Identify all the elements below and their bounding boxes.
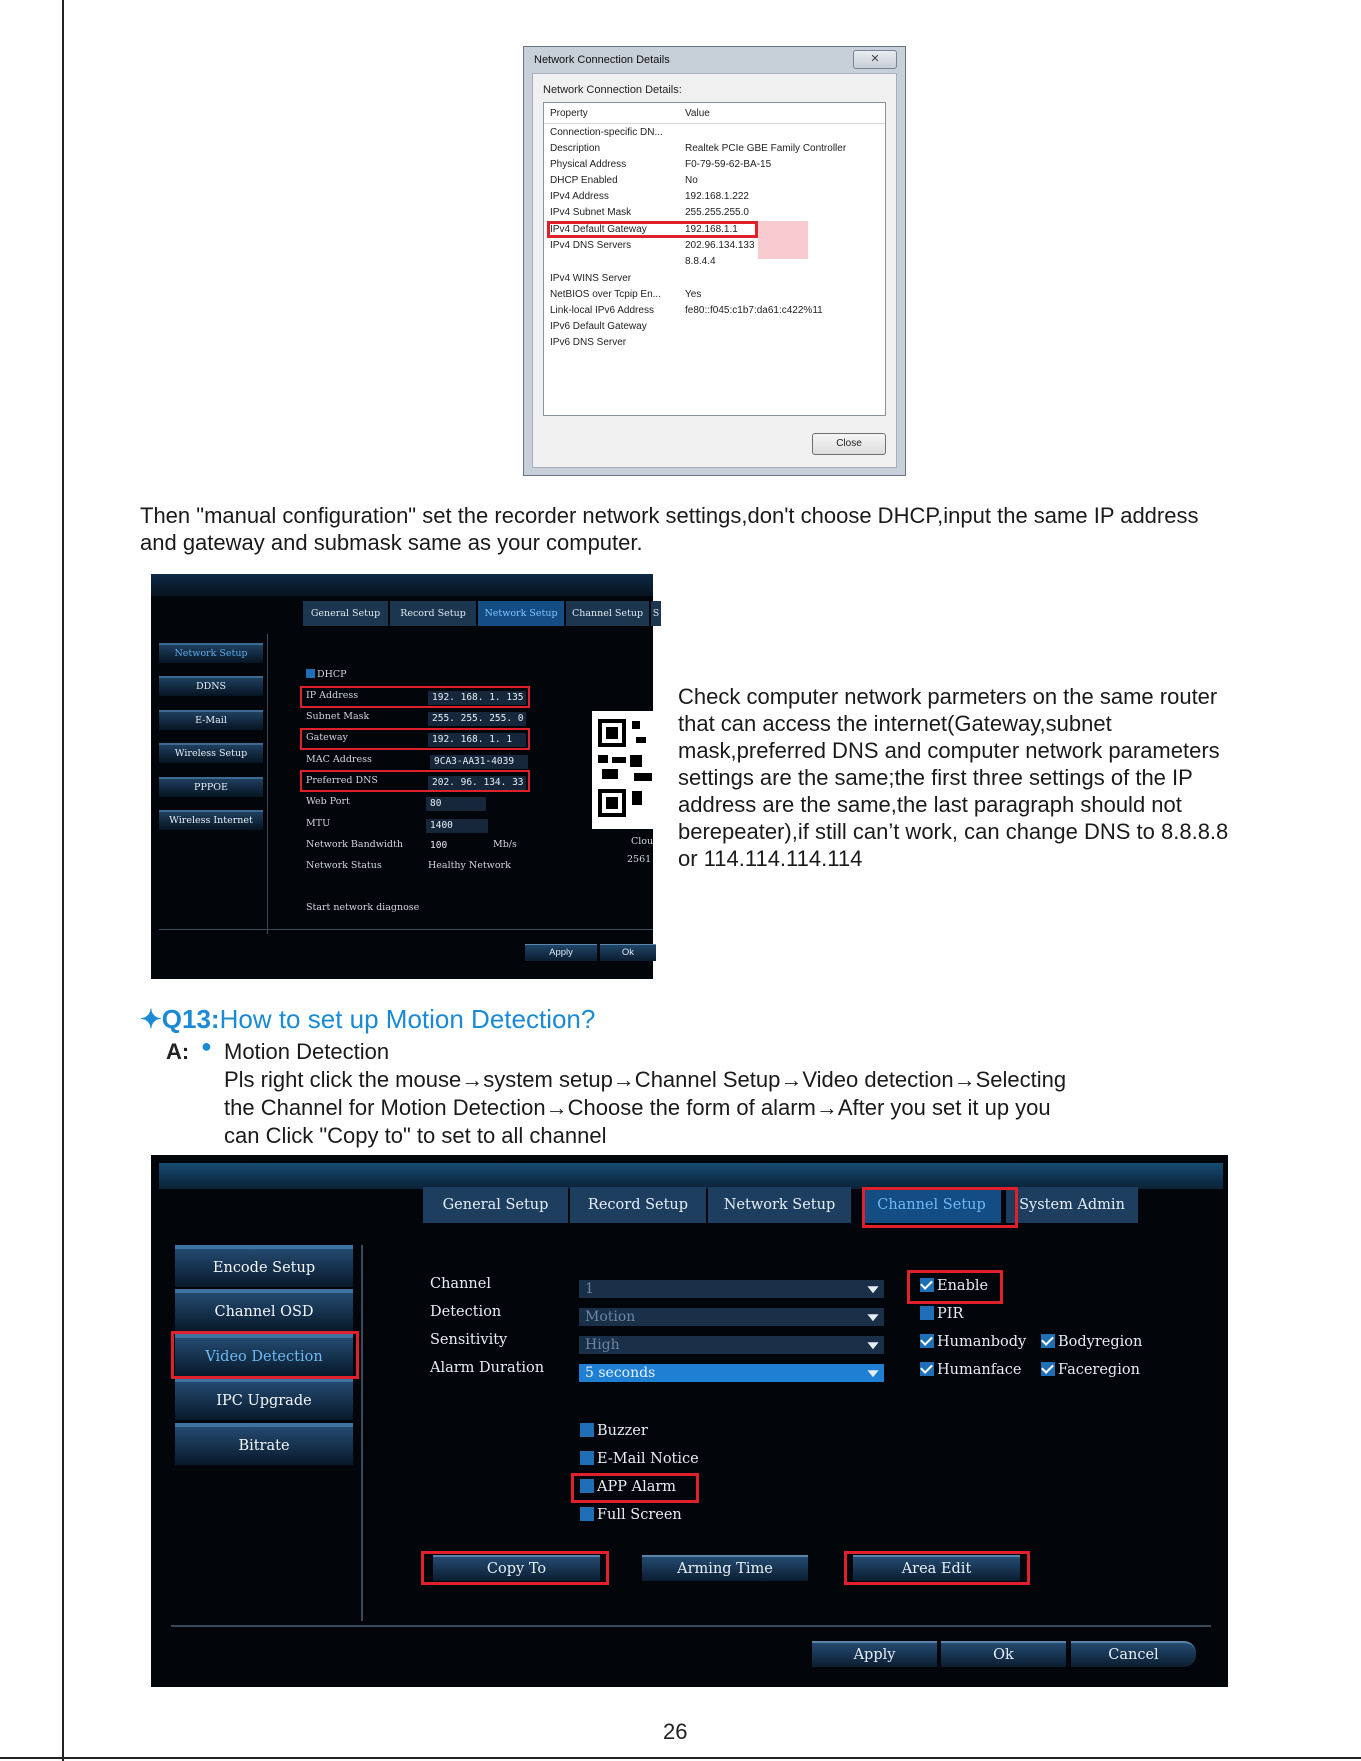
mtu-select[interactable]: 1400 [426, 819, 488, 833]
sidebar-item-video-detection[interactable]: Video Detection [175, 1334, 353, 1376]
tab-network-setup[interactable]: Network Setup [708, 1187, 851, 1223]
tab-system-admin[interactable]: System Admin [1006, 1187, 1138, 1223]
sidebar-item-network-setup[interactable]: Network Setup [159, 643, 263, 663]
tab-network-setup[interactable]: Network Setup [478, 601, 564, 626]
sidebar-item-encode-setup[interactable]: Encode Setup [175, 1245, 353, 1287]
alarm-duration-label: Alarm Duration [430, 1360, 545, 1376]
copy-to-highlight [421, 1551, 609, 1585]
list-item: IPv4 WINS Server [550, 273, 632, 284]
sidebar-item-pppoe[interactable]: PPPOE [159, 777, 263, 797]
chevron-down-icon [865, 1310, 881, 1324]
area-edit-button[interactable]: Area Edit [853, 1555, 1020, 1581]
list-item: NetBIOS over Tcpip En... Yes [550, 289, 702, 300]
list-item: DHCP Enabled No [550, 175, 698, 186]
bullet-icon: ● [201, 1036, 212, 1056]
tab-channel-setup[interactable]: Channel Setup [566, 601, 649, 626]
details-list [543, 102, 886, 416]
instruction-line-1: Pls right click the mouse→system setup→Channel Setup→Video detection→Selecting [224, 1067, 1067, 1092]
channel-select[interactable]: 1 [579, 1280, 884, 1298]
dialog-title: Network Connection Details [534, 54, 670, 66]
list-item: 8.8.4.4 [685, 256, 716, 267]
enable-checkbox[interactable]: Enable [920, 1278, 988, 1294]
q13-heading: ✦Q13:How to set up Motion Detection? [140, 1004, 596, 1034]
app-alarm-checkbox[interactable]: APP Alarm [580, 1479, 676, 1495]
sidebar-item-ddns[interactable]: DDNS [159, 676, 263, 696]
network-connection-details-dialog [523, 46, 906, 476]
motion-detection-heading: Motion Detection [224, 1039, 390, 1064]
gateway-label: Gateway [306, 732, 348, 743]
page-number: 26 [663, 1719, 688, 1744]
close-button[interactable]: Close [812, 433, 886, 455]
enable-highlight [907, 1270, 1003, 1304]
pir-checkbox[interactable]: PIR [920, 1306, 963, 1322]
tab-general-setup[interactable]: General Setup [303, 601, 388, 626]
ip-address-field[interactable]: 192. 168. 1. 135 [428, 691, 526, 705]
humanbody-checkbox[interactable]: Humanbody [920, 1334, 1026, 1350]
list-item: IPv6 Default Gateway [550, 321, 647, 332]
apply-button[interactable]: Apply [525, 944, 597, 961]
detection-select[interactable]: Motion [579, 1308, 884, 1326]
chevron-down-icon [865, 1338, 881, 1352]
cloud-id: 2561 [627, 854, 652, 865]
sidebar-item-wireless-internet[interactable]: Wireless Internet [159, 810, 263, 830]
network-status-label: Network Status [306, 860, 382, 871]
page-margin-line [62, 0, 64, 1761]
mac-address-label: MAC Address [306, 754, 372, 765]
gateway-highlight [300, 728, 530, 750]
email-notice-checkbox[interactable]: E-Mail Notice [580, 1451, 699, 1467]
web-port-field[interactable]: 80 [426, 797, 486, 811]
subnet-mask-label: Subnet Mask [306, 711, 370, 722]
sidebar-item-ipc-upgrade[interactable]: IPC Upgrade [175, 1378, 353, 1420]
sensitivity-label: Sensitivity [430, 1332, 508, 1348]
network-bandwidth-value: 100 [430, 840, 448, 851]
divider [171, 1625, 1211, 1627]
ip-highlight [300, 686, 530, 708]
dhcp-checkbox[interactable]: DHCP [306, 669, 347, 680]
full-screen-checkbox[interactable]: Full Screen [580, 1507, 682, 1523]
list-header [544, 103, 885, 124]
list-item: Link-local IPv6 Address fe80::f045:c1b7:da61:c422%11 [550, 305, 823, 316]
sidebar-item-bitrate[interactable]: Bitrate [175, 1423, 353, 1465]
col-property: Property [550, 108, 588, 119]
network-status-value: Healthy Network [428, 860, 511, 871]
tab-record-setup[interactable]: Record Setup [390, 601, 476, 626]
answer-label: A: [166, 1039, 190, 1064]
dialog-subtitle: Network Connection Details: [543, 84, 682, 96]
ok-button[interactable]: Ok [941, 1641, 1066, 1667]
tab-channel-setup[interactable]: Channel Setup [862, 1187, 1001, 1223]
buzzer-checkbox[interactable]: Buzzer [580, 1423, 648, 1439]
list-item: Description Realtek PCIe GBE Family Controller [550, 143, 847, 154]
humanface-checkbox[interactable]: Humanface [920, 1362, 1021, 1378]
close-icon[interactable]: ✕ [853, 50, 897, 69]
instruction-line-2: the Channel for Motion Detection→Choose the form of alarm→After you set it up you [224, 1095, 1051, 1120]
sidebar-item-channel-osd[interactable]: Channel OSD [175, 1289, 353, 1331]
list-item: IPv4 Default Gateway 192.168.1.1 [550, 224, 738, 235]
web-port-label: Web Port [306, 796, 350, 807]
ip-address-label: IP Address [306, 690, 359, 701]
copy-to-button[interactable]: Copy To [433, 1555, 600, 1581]
divider [267, 634, 268, 934]
faceregion-checkbox[interactable]: Faceregion [1041, 1362, 1140, 1378]
mac-address-field: 9CA3-AA31-4039 [430, 755, 528, 769]
top-bar [151, 574, 653, 596]
channel-label: Channel [430, 1276, 491, 1292]
page-bottom-line [0, 1757, 1361, 1759]
top-bar [159, 1163, 1223, 1189]
gateway-field[interactable]: 192. 168. 1. 1 [428, 733, 526, 747]
chevron-down-icon [865, 1366, 881, 1380]
ok-button[interactable]: Ok [600, 944, 656, 961]
bandwidth-unit: Mb/s [493, 839, 517, 850]
cancel-button[interactable]: Cancel [1071, 1641, 1196, 1667]
paragraph-check-parameters: Check computer network parmeters on the same router that can access the internet(Gateway,subnet mask,preferred DNS and computer network parameters settings are the same;the first three settings of the IP address are the same,the last paragraph should not berepeater),if still can’t work, can change DNS to 8.8.8.8 or 114.114.114.114 [678, 684, 1229, 871]
network-bandwidth-label: Network Bandwidth [306, 839, 403, 850]
preferred-dns-label: Preferred DNS [306, 775, 378, 786]
video-detection-highlight [171, 1331, 359, 1379]
tab-system[interactable]: S [651, 601, 661, 626]
sidebar-item-email[interactable]: E-Mail [159, 710, 263, 730]
sidebar-item-wireless-setup[interactable]: Wireless Setup [159, 743, 263, 763]
mtu-label: MTU [306, 818, 331, 829]
divider [159, 929, 653, 930]
detection-label: Detection [430, 1304, 502, 1320]
instruction-line-3: can Click "Copy to" to set to all channel [224, 1123, 607, 1148]
tab-record-setup[interactable]: Record Setup [570, 1187, 706, 1223]
divider [361, 1245, 363, 1621]
paragraph-manual-config: Then "manual configuration" set the recorder network settings,don't choose DHCP,input the same IP address and gateway and submask same as your computer. [140, 503, 1199, 555]
subnet-mask-field[interactable]: 255. 255. 255. 0 [428, 712, 526, 726]
bodyregion-checkbox[interactable]: Bodyregion [1041, 1334, 1142, 1350]
list-item: IPv6 DNS Server [550, 337, 627, 348]
list-item: Physical Address F0-79-59-62-BA-15 [550, 159, 772, 170]
apply-button[interactable]: Apply [812, 1641, 937, 1667]
cloud-label: Clou [631, 836, 654, 847]
arming-time-button[interactable]: Arming Time [642, 1555, 808, 1581]
start-network-diagnose-link[interactable]: Start network diagnose [306, 902, 420, 913]
list-item: IPv4 Subnet Mask 255.255.255.0 [550, 207, 749, 218]
chevron-down-icon [865, 1282, 881, 1296]
qr-code [592, 711, 654, 829]
app-alarm-highlight [571, 1473, 699, 1503]
sensitivity-select[interactable]: High [579, 1336, 884, 1354]
channel-setup-highlight [862, 1187, 1018, 1228]
dialog-body [532, 73, 897, 468]
list-item: IPv4 DNS Servers 202.96.134.133 [550, 240, 755, 251]
list-item: Connection-specific DN... [550, 127, 663, 138]
preferred-dns-field[interactable]: 202. 96. 134. 33 [428, 776, 526, 790]
area-edit-highlight [844, 1551, 1030, 1585]
dns-highlight [300, 770, 530, 792]
tab-general-setup[interactable]: General Setup [423, 1187, 568, 1223]
channel-setup-screenshot [151, 1155, 1228, 1687]
list-item: IPv4 Address 192.168.1.222 [550, 191, 749, 202]
alarm-duration-select[interactable]: 5 seconds [579, 1364, 884, 1382]
col-value: Value [685, 108, 710, 119]
network-setup-screenshot [151, 574, 660, 979]
